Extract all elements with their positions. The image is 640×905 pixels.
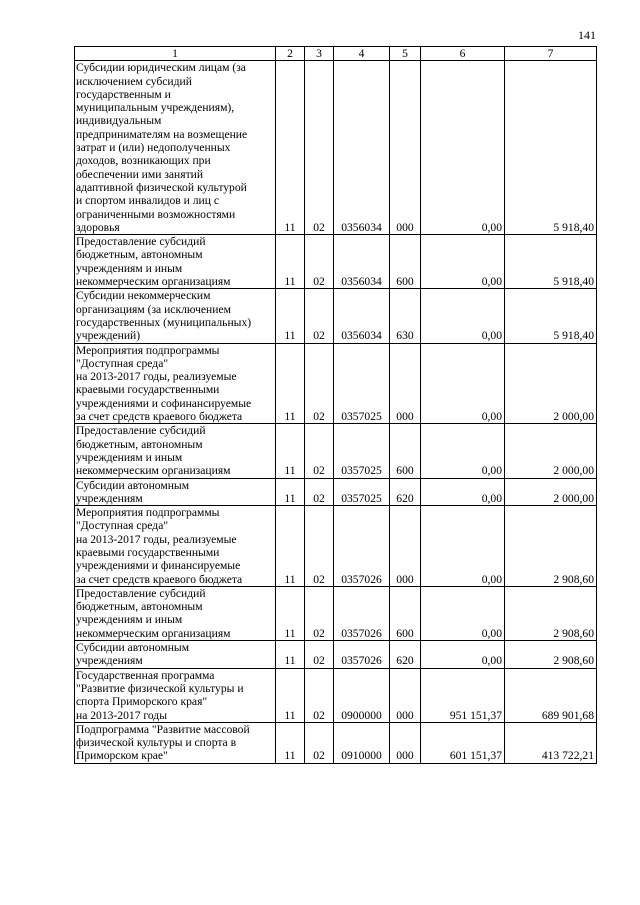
expense-type-cell: 620	[390, 478, 421, 506]
amount-col6-cell: 0,00	[421, 343, 505, 424]
row-name-cell: Мероприятия подпрограммы "Доступная среда" на 2013-2017 годы, реализуемые краевыми государственными учреждениями и софинансируемые за счет средств краевого бюджета	[75, 343, 276, 424]
target-item-cell: 0357025	[334, 343, 390, 424]
target-item-cell: 0356034	[334, 235, 390, 289]
expense-type-cell: 620	[390, 641, 421, 669]
table-row	[75, 641, 597, 669]
column-header-1: 1	[75, 47, 276, 61]
column-header-6: 6	[421, 47, 505, 61]
section-code-cell: 11	[276, 289, 305, 343]
amount-col7-cell: 2 000,00	[505, 478, 597, 506]
row-name-cell: Государственная программа "Развитие физической культуры и спорта Приморского края" на 2013-2017 годы	[75, 668, 276, 722]
target-item-cell: 0356034	[334, 289, 390, 343]
subsection-code-cell: 02	[305, 343, 334, 424]
budget-table	[74, 46, 597, 764]
subsection-code-cell: 02	[305, 235, 334, 289]
target-item-cell: 0357025	[334, 424, 390, 478]
table-row	[75, 668, 597, 722]
expense-type-cell: 000	[390, 343, 421, 424]
target-item-cell: 0357026	[334, 586, 390, 640]
section-code-cell: 11	[276, 641, 305, 669]
table-row	[75, 722, 597, 763]
target-item-cell: 0357026	[334, 506, 390, 587]
amount-col6-cell: 0,00	[421, 235, 505, 289]
table-row	[75, 235, 597, 289]
amount-col6-cell: 0,00	[421, 586, 505, 640]
amount-col6-cell: 0,00	[421, 289, 505, 343]
page-number: 141	[578, 28, 596, 42]
column-header-3: 3	[305, 47, 334, 61]
row-name-cell: Предоставление субсидий бюджетным, автономным учреждениям и иным некоммерческим организациям	[75, 424, 276, 478]
table-row	[75, 424, 597, 478]
amount-col6-cell: 0,00	[421, 506, 505, 587]
subsection-code-cell: 02	[305, 424, 334, 478]
expense-type-cell: 000	[390, 61, 421, 235]
amount-col7-cell: 2 908,60	[505, 641, 597, 669]
amount-col7-cell: 2 000,00	[505, 424, 597, 478]
amount-col6-cell: 0,00	[421, 478, 505, 506]
row-name-cell: Субсидии автономным учреждениям	[75, 641, 276, 669]
target-item-cell: 0910000	[334, 722, 390, 763]
section-code-cell: 11	[276, 61, 305, 235]
row-name-cell: Субсидии автономным учреждениям	[75, 478, 276, 506]
target-item-cell: 0356034	[334, 61, 390, 235]
subsection-code-cell: 02	[305, 506, 334, 587]
table-row	[75, 289, 597, 343]
row-name-cell: Предоставление субсидий бюджетным, автономным учреждениям и иным некоммерческим организациям	[75, 586, 276, 640]
amount-col7-cell: 2 000,00	[505, 343, 597, 424]
row-name-cell: Подпрограмма "Развитие массовой физической культуры и спорта в Приморском крае"	[75, 722, 276, 763]
subsection-code-cell: 02	[305, 722, 334, 763]
section-code-cell: 11	[276, 235, 305, 289]
expense-type-cell: 000	[390, 668, 421, 722]
row-name-cell: Субсидии юридическим лицам (за исключением субсидий государственным и муниципальным учреждениям), индивидуальным предпринимателям на возмещение затрат и (или) недополученных доходов, возникающих при обеспечении ими занятий адаптивной физической культурой и спортом инвалидов и лиц с ограниченными возможностями здоровья	[75, 61, 276, 235]
amount-col6-cell: 0,00	[421, 61, 505, 235]
column-header-2: 2	[276, 47, 305, 61]
amount-col7-cell: 689 901,68	[505, 668, 597, 722]
table-row	[75, 586, 597, 640]
amount-col6-cell: 601 151,37	[421, 722, 505, 763]
expense-type-cell: 600	[390, 424, 421, 478]
amount-col7-cell: 2 908,60	[505, 506, 597, 587]
column-header-5: 5	[390, 47, 421, 61]
column-header-4: 4	[334, 47, 390, 61]
expense-type-cell: 000	[390, 722, 421, 763]
section-code-cell: 11	[276, 586, 305, 640]
amount-col6-cell: 0,00	[421, 641, 505, 669]
amount-col7-cell: 413 722,21	[505, 722, 597, 763]
section-code-cell: 11	[276, 424, 305, 478]
amount-col7-cell: 5 918,40	[505, 61, 597, 235]
subsection-code-cell: 02	[305, 478, 334, 506]
amount-col6-cell: 951 151,37	[421, 668, 505, 722]
section-code-cell: 11	[276, 722, 305, 763]
target-item-cell: 0900000	[334, 668, 390, 722]
amount-col7-cell: 2 908,60	[505, 586, 597, 640]
subsection-code-cell: 02	[305, 668, 334, 722]
section-code-cell: 11	[276, 343, 305, 424]
subsection-code-cell: 02	[305, 641, 334, 669]
row-name-cell: Мероприятия подпрограммы "Доступная среда" на 2013-2017 годы, реализуемые краевыми государственными учреждениями и финансируемые за счет средств краевого бюджета	[75, 506, 276, 587]
section-code-cell: 11	[276, 506, 305, 587]
table-row	[75, 478, 597, 506]
amount-col6-cell: 0,00	[421, 424, 505, 478]
target-item-cell: 0357025	[334, 478, 390, 506]
target-item-cell: 0357026	[334, 641, 390, 669]
amount-col7-cell: 5 918,40	[505, 289, 597, 343]
expense-type-cell: 600	[390, 586, 421, 640]
row-name-cell: Предоставление субсидий бюджетным, автономным учреждениям и иным некоммерческим организациям	[75, 235, 276, 289]
table-row	[75, 61, 597, 235]
subsection-code-cell: 02	[305, 586, 334, 640]
expense-type-cell: 630	[390, 289, 421, 343]
subsection-code-cell: 02	[305, 61, 334, 235]
amount-col7-cell: 5 918,40	[505, 235, 597, 289]
column-header-7: 7	[505, 47, 597, 61]
header-row	[75, 47, 597, 61]
table-row	[75, 343, 597, 424]
row-name-cell: Субсидии некоммерческим организациям (за исключением государственных (муниципальных) учреждений)	[75, 289, 276, 343]
section-code-cell: 11	[276, 668, 305, 722]
expense-type-cell: 000	[390, 506, 421, 587]
table-row	[75, 506, 597, 587]
subsection-code-cell: 02	[305, 289, 334, 343]
section-code-cell: 11	[276, 478, 305, 506]
expense-type-cell: 600	[390, 235, 421, 289]
